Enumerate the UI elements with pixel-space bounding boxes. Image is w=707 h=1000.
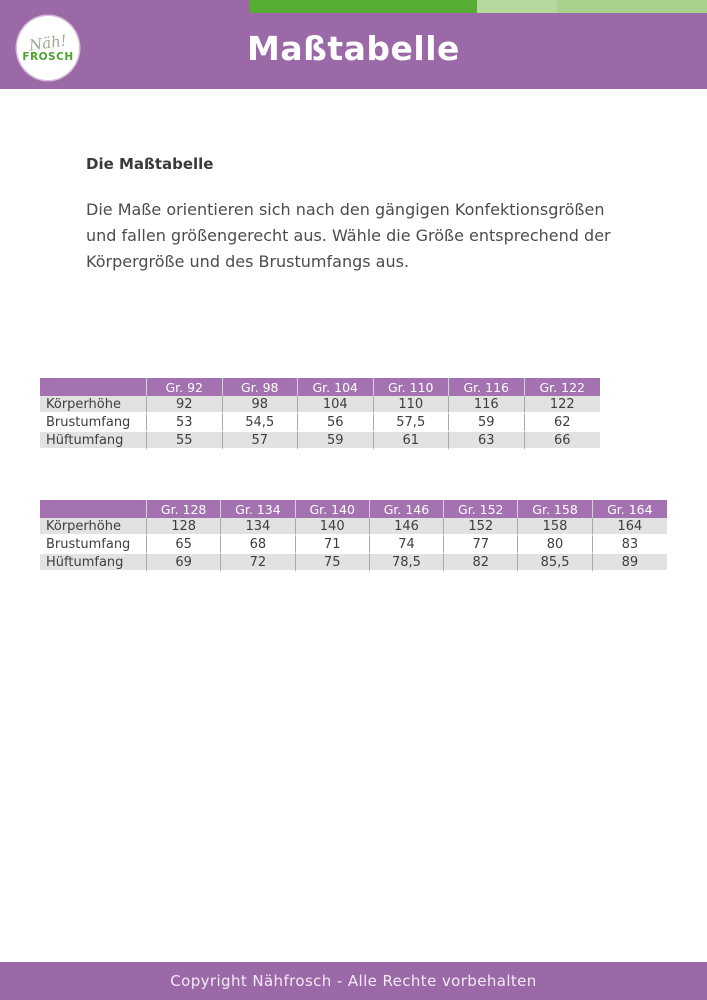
column-header: Gr. 152 (444, 500, 518, 518)
value-cell: 122 (525, 396, 601, 414)
page-header (0, 0, 707, 89)
value-cell: 57 (223, 432, 299, 450)
value-cell: 98 (223, 396, 299, 414)
table-row (40, 432, 600, 450)
column-header: Gr. 104 (298, 378, 374, 396)
value-cell: 69 (147, 554, 221, 572)
page-title: Maßtabelle (247, 29, 460, 68)
value-cell: 164 (593, 518, 667, 536)
value-cell: 59 (298, 432, 374, 450)
logo-script-text: Näh! (28, 30, 68, 55)
copyright-text: Copyright Nähfrosch - Alle Rechte vorbehalten (170, 972, 537, 990)
top-accent-bar-dark-green (250, 0, 477, 13)
value-cell: 116 (449, 396, 525, 414)
size-table-128-164 (40, 500, 667, 572)
value-cell: 61 (374, 432, 450, 450)
value-cell: 146 (370, 518, 444, 536)
value-cell: 134 (221, 518, 295, 536)
table-row (40, 414, 600, 432)
row-label: Hüftumfang (40, 554, 147, 572)
page-footer (0, 962, 707, 1000)
size-table-92-122 (40, 378, 600, 450)
value-cell: 72 (221, 554, 295, 572)
value-cell: 152 (444, 518, 518, 536)
column-header: Gr. 98 (223, 378, 299, 396)
row-label: Brustumfang (40, 536, 147, 554)
column-header: Gr. 116 (449, 378, 525, 396)
value-cell: 80 (518, 536, 592, 554)
value-cell: 74 (370, 536, 444, 554)
value-cell: 65 (147, 536, 221, 554)
top-accent-bar-light-green (477, 0, 557, 13)
intro-paragraph: Die Maße orientieren sich nach den gängigen Konfektionsgrößen und fallen größengerecht aus. Wähle die Größe entsprechend der Körpergröße und des Brustumfangs aus. (86, 200, 611, 271)
value-cell: 54,5 (223, 414, 299, 432)
corner-cell (40, 500, 147, 518)
value-cell: 75 (296, 554, 370, 572)
value-cell: 59 (449, 414, 525, 432)
value-cell: 85,5 (518, 554, 592, 572)
value-cell: 66 (525, 432, 601, 450)
header-row (40, 378, 600, 396)
logo-brand-text: FROSCH (22, 50, 74, 63)
value-cell: 78,5 (370, 554, 444, 572)
value-cell: 55 (147, 432, 223, 450)
header-row (40, 500, 667, 518)
value-cell: 68 (221, 536, 295, 554)
section-heading: Die Maßtabelle (86, 155, 214, 173)
value-cell: 71 (296, 536, 370, 554)
value-cell: 104 (298, 396, 374, 414)
value-cell: 63 (449, 432, 525, 450)
value-cell: 62 (525, 414, 601, 432)
table-row (40, 518, 667, 536)
row-label: Hüftumfang (40, 432, 147, 450)
value-cell: 110 (374, 396, 450, 414)
row-label: Körperhöhe (40, 518, 147, 536)
value-cell: 89 (593, 554, 667, 572)
value-cell: 158 (518, 518, 592, 536)
table-row (40, 536, 667, 554)
table-row (40, 396, 600, 414)
column-header: Gr. 128 (147, 500, 221, 518)
column-header: Gr. 146 (370, 500, 444, 518)
top-accent-bar-pale-green (557, 0, 707, 13)
value-cell: 77 (444, 536, 518, 554)
value-cell: 92 (147, 396, 223, 414)
value-cell: 140 (296, 518, 370, 536)
column-header: Gr. 158 (518, 500, 592, 518)
value-cell: 83 (593, 536, 667, 554)
corner-cell (40, 378, 147, 396)
column-header: Gr. 134 (221, 500, 295, 518)
row-label: Brustumfang (40, 414, 147, 432)
row-label: Körperhöhe (40, 396, 147, 414)
column-header: Gr. 110 (374, 378, 450, 396)
value-cell: 53 (147, 414, 223, 432)
value-cell: 128 (147, 518, 221, 536)
value-cell: 57,5 (374, 414, 450, 432)
column-header: Gr. 122 (525, 378, 601, 396)
column-header: Gr. 164 (593, 500, 667, 518)
value-cell: 82 (444, 554, 518, 572)
table-row (40, 554, 667, 572)
column-header: Gr. 140 (296, 500, 370, 518)
column-header: Gr. 92 (147, 378, 223, 396)
value-cell: 56 (298, 414, 374, 432)
